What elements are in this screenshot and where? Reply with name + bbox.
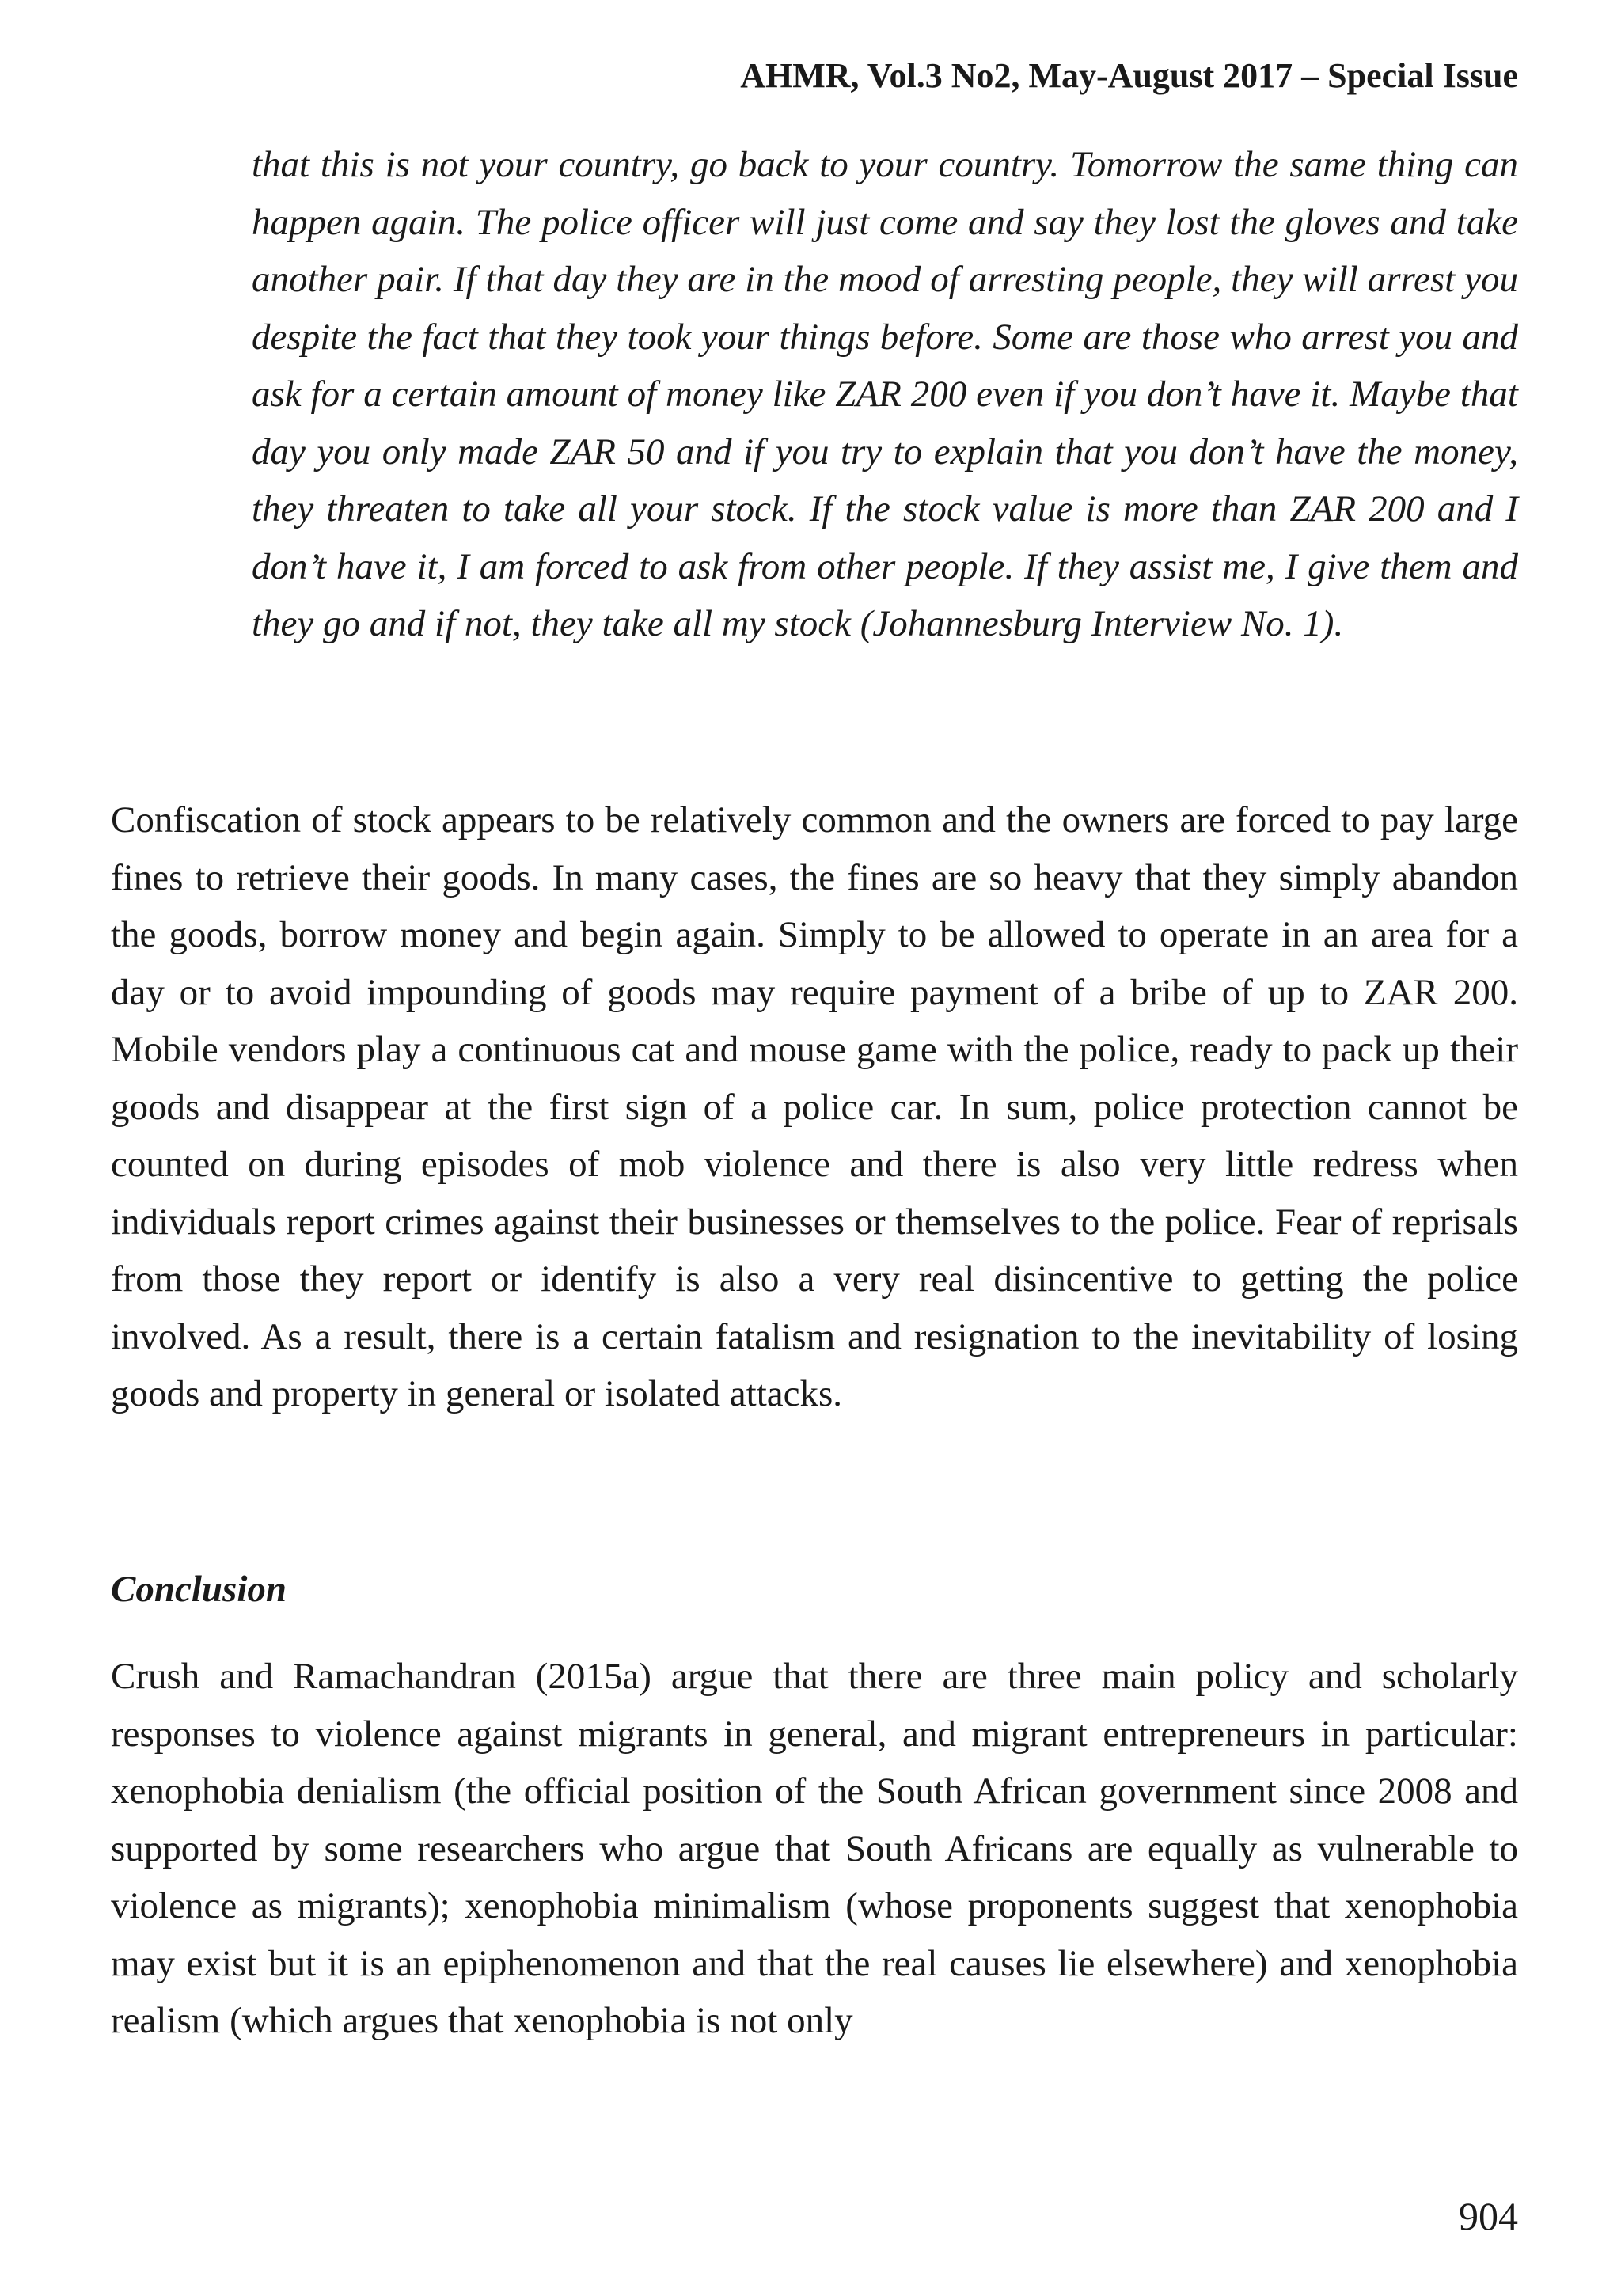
running-header: AHMR, Vol.3 No2, May-August 2017 – Special Issue — [740, 56, 1518, 95]
page-number: 904 — [1459, 2194, 1518, 2238]
interview-block-quote: that this is not your country, go back to your country. Tomorrow the same thing can happen again. The police officer will just come and say they lost the gloves and take another pair. If that day they are in the mood of arresting people, they will arrest you despite the fact that they took your things before. Some are those who arrest you and ask for a certain amount of money like ZAR 200 even if you don’t have it. Maybe that day you only made ZAR 50 and if you try to explain that you don’t have the money, they threaten to take all your stock. If the stock value is more than ZAR 200 and I don’t have it, I am forced to ask from other people. If they assist me, I give them and they go and if not, they take all my stock (Johannesburg Interview No. 1). — [252, 144, 1518, 644]
body-paragraph-confiscation: Confiscation of stock appears to be relatively common and the owners are forced to pay large fines to retrieve their goods. In many cases, the fines are so heavy that they simply abandon the goods, borrow money and begin again. Simply to be allowed to operate in an area for a day or to avoid impounding of goods may require payment of a bribe of up to ZAR 200. Mobile vendors play a continuous cat and mouse game with the police, ready to pack up their goods and disappear at the first sign of a police car. In sum, police protection cannot be counted on during episodes of mob violence and there is also very little redress when individuals report crimes against their businesses or themselves to the police. Fear of reprisals from those they report or identify is also a very real disincentive to getting the police involved. As a result, there is a certain fatalism and resignation to the inevitability of losing goods and property in general or isolated attacks. — [111, 799, 1518, 1414]
body-paragraph-conclusion: Crush and Ramachandran (2015a) argue that there are three main policy and scholarly responses to violence against migrants in general, and migrant entrepreneurs in particular: xenophobia denialism (the official position of the South African government since 2008 and supported by some researchers who argue that South Africans are equally as vulnerable to violence as migrants); xenophobia minimalism (whose proponents suggest that xenophobia may exist but it is an epiphenomenon and that the real causes lie elsewhere) and xenophobia realism (which argues that xenophobia is not only — [111, 1656, 1518, 2041]
section-heading-conclusion: Conclusion — [111, 1569, 287, 1610]
